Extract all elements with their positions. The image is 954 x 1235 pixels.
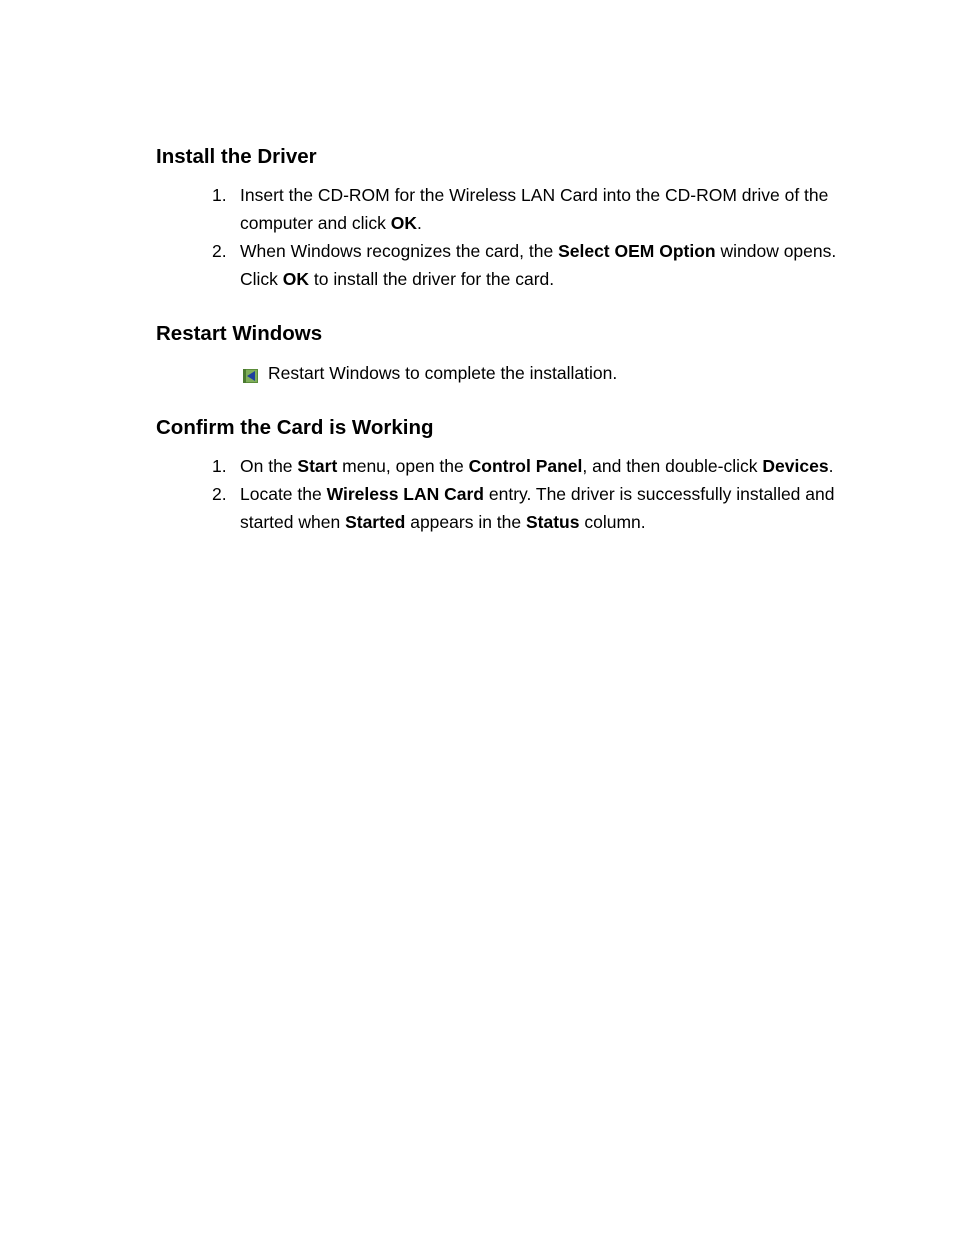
install-step-1 [0,181,860,237]
step-text: window opens. Click [240,241,837,289]
step-number: 1. [212,185,227,205]
step-bold-term: OK [390,213,418,233]
section-heading-restart-windows: Restart Windows [156,322,323,345]
step-text: . [828,456,834,476]
step-text: appears in the [405,512,526,532]
step-bold-term: OK [282,269,310,289]
step-number: 1. [212,456,227,476]
step-text: entry. The driver is successfully installed and started when [240,484,835,532]
confirm-step-1 [0,452,860,480]
step-text: When Windows recognizes the card, the [240,241,559,261]
section-heading-install-driver: Install the Driver [156,145,317,168]
step-text: column. [579,512,646,532]
section-heading-confirm-card: Confirm the Card is Working [156,416,434,439]
install-step-2 [0,237,860,293]
step-number: 2. [212,484,227,504]
confirm-card-steps [0,452,954,536]
bullet-square-icon [243,366,258,380]
step-text: , and then double-click [582,456,763,476]
step-bold-term: Select OEM Option [558,241,716,261]
step-bold-term: Status [526,512,580,532]
step-number: 2. [212,241,227,261]
step-text: On the [240,456,298,476]
step-bold-term: Wireless LAN Card [326,484,484,504]
step-text: . [417,213,422,233]
step-text: Insert the CD-ROM for the Wireless LAN Card into the CD-ROM drive of the computer and click [240,185,829,233]
step-bold-term: Started [345,512,406,532]
step-bold-term: Control Panel [468,456,583,476]
step-text: to install the driver for the card. [309,269,555,289]
install-driver-steps [0,181,954,293]
step-text: Locate the [240,484,327,504]
step-bold-term: Devices [762,456,829,476]
confirm-step-2 [0,480,860,536]
step-bold-term: Start [297,456,338,476]
bullet-text: Restart Windows to complete the installation. [268,363,618,383]
step-text: menu, open the [337,456,469,476]
restart-bullet-item [243,362,617,384]
